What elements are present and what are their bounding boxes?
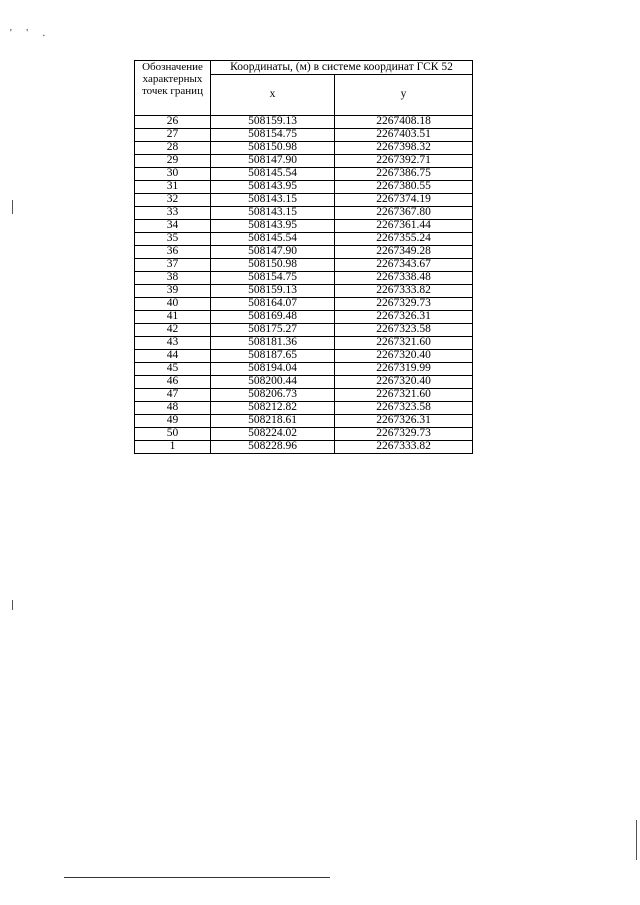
- x-cell: 508145.54: [211, 168, 335, 181]
- x-cell: 508159.13: [211, 285, 335, 298]
- scan-speck: [12, 200, 13, 214]
- y-cell: 2267361.44: [335, 220, 473, 233]
- x-cell: 508175.27: [211, 324, 335, 337]
- table-row: [135, 402, 473, 415]
- table-row: [135, 168, 473, 181]
- y-cell: 2267343.67: [335, 259, 473, 272]
- point-cell: 49: [135, 415, 211, 428]
- table-row: [135, 116, 473, 129]
- point-cell: 33: [135, 207, 211, 220]
- y-cell: 2267323.58: [335, 402, 473, 415]
- point-cell: 35: [135, 233, 211, 246]
- point-cell: 30: [135, 168, 211, 181]
- x-cell: 508169.48: [211, 311, 335, 324]
- table-row: [135, 324, 473, 337]
- y-cell: 2267329.73: [335, 298, 473, 311]
- x-cell: 508200.44: [211, 376, 335, 389]
- point-cell: 36: [135, 246, 211, 259]
- point-cell: 28: [135, 142, 211, 155]
- y-cell: 2267408.18: [335, 116, 473, 129]
- y-cell: 2267367.80: [335, 207, 473, 220]
- table-row: [135, 155, 473, 168]
- table-row: [135, 194, 473, 207]
- x-cell: 508147.90: [211, 155, 335, 168]
- table-row: [135, 363, 473, 376]
- point-cell: 29: [135, 155, 211, 168]
- page-marks: ' ' .: [10, 28, 52, 39]
- x-cell: 508147.90: [211, 246, 335, 259]
- y-cell: 2267374.19: [335, 194, 473, 207]
- table-row: [135, 207, 473, 220]
- point-cell: 40: [135, 298, 211, 311]
- x-cell: 508228.96: [211, 441, 335, 454]
- coordinates-table: [134, 60, 473, 454]
- table-row: [135, 246, 473, 259]
- scan-speck: [12, 600, 13, 610]
- table-row: [135, 233, 473, 246]
- scan-speck: [636, 820, 637, 860]
- point-cell: 31: [135, 181, 211, 194]
- point-cell: 34: [135, 220, 211, 233]
- y-column-header: y: [335, 75, 473, 116]
- point-cell: 46: [135, 376, 211, 389]
- point-cell: 27: [135, 129, 211, 142]
- y-cell: 2267403.51: [335, 129, 473, 142]
- point-cell: 48: [135, 402, 211, 415]
- y-cell: 2267320.40: [335, 350, 473, 363]
- y-cell: 2267398.32: [335, 142, 473, 155]
- table-row: [135, 389, 473, 402]
- table-row: [135, 441, 473, 454]
- point-cell: 50: [135, 428, 211, 441]
- y-cell: 2267386.75: [335, 168, 473, 181]
- x-cell: 508145.54: [211, 233, 335, 246]
- x-cell: 508150.98: [211, 259, 335, 272]
- point-designation-header: Обозначение характерных точек границ: [135, 61, 211, 116]
- y-cell: 2267392.71: [335, 155, 473, 168]
- point-cell: 32: [135, 194, 211, 207]
- x-cell: 508143.15: [211, 207, 335, 220]
- y-cell: 2267326.31: [335, 311, 473, 324]
- table-row: [135, 285, 473, 298]
- point-cell: 42: [135, 324, 211, 337]
- x-cell: 508212.82: [211, 402, 335, 415]
- table-row: [135, 337, 473, 350]
- y-cell: 2267321.60: [335, 337, 473, 350]
- point-cell: 37: [135, 259, 211, 272]
- table-row: [135, 311, 473, 324]
- table-body: [135, 116, 473, 454]
- coordinates-header: Координаты, (м) в системе координат ГСК 52: [211, 61, 473, 75]
- y-cell: 2267333.82: [335, 441, 473, 454]
- y-cell: 2267333.82: [335, 285, 473, 298]
- table-row: [135, 298, 473, 311]
- x-cell: 508164.07: [211, 298, 335, 311]
- x-cell: 508154.75: [211, 272, 335, 285]
- y-cell: 2267380.55: [335, 181, 473, 194]
- table-row: [135, 272, 473, 285]
- x-cell: 508206.73: [211, 389, 335, 402]
- y-cell: 2267320.40: [335, 376, 473, 389]
- x-cell: 508194.04: [211, 363, 335, 376]
- y-cell: 2267319.99: [335, 363, 473, 376]
- x-cell: 508159.13: [211, 116, 335, 129]
- point-cell: 41: [135, 311, 211, 324]
- table-row: [135, 350, 473, 363]
- table-row: [135, 220, 473, 233]
- x-cell: 508150.98: [211, 142, 335, 155]
- point-cell: 45: [135, 363, 211, 376]
- x-cell: 508187.65: [211, 350, 335, 363]
- bottom-rule: [64, 877, 330, 878]
- y-cell: 2267329.73: [335, 428, 473, 441]
- y-cell: 2267349.28: [335, 246, 473, 259]
- y-cell: 2267355.24: [335, 233, 473, 246]
- point-cell: 38: [135, 272, 211, 285]
- y-cell: 2267321.60: [335, 389, 473, 402]
- table-row: [135, 428, 473, 441]
- table-row: [135, 181, 473, 194]
- table-row: [135, 259, 473, 272]
- table-row: [135, 376, 473, 389]
- table-row: [135, 129, 473, 142]
- table-header: [135, 61, 473, 116]
- x-cell: 508143.95: [211, 220, 335, 233]
- point-cell: 47: [135, 389, 211, 402]
- y-cell: 2267323.58: [335, 324, 473, 337]
- point-cell: 1: [135, 441, 211, 454]
- x-column-header: x: [211, 75, 335, 116]
- point-cell: 44: [135, 350, 211, 363]
- point-cell: 26: [135, 116, 211, 129]
- x-cell: 508143.95: [211, 181, 335, 194]
- point-cell: 43: [135, 337, 211, 350]
- x-cell: 508218.61: [211, 415, 335, 428]
- x-cell: 508224.02: [211, 428, 335, 441]
- point-cell: 39: [135, 285, 211, 298]
- table-row: [135, 142, 473, 155]
- x-cell: 508181.36: [211, 337, 335, 350]
- y-cell: 2267326.31: [335, 415, 473, 428]
- x-cell: 508154.75: [211, 129, 335, 142]
- x-cell: 508143.15: [211, 194, 335, 207]
- table-row: [135, 415, 473, 428]
- y-cell: 2267338.48: [335, 272, 473, 285]
